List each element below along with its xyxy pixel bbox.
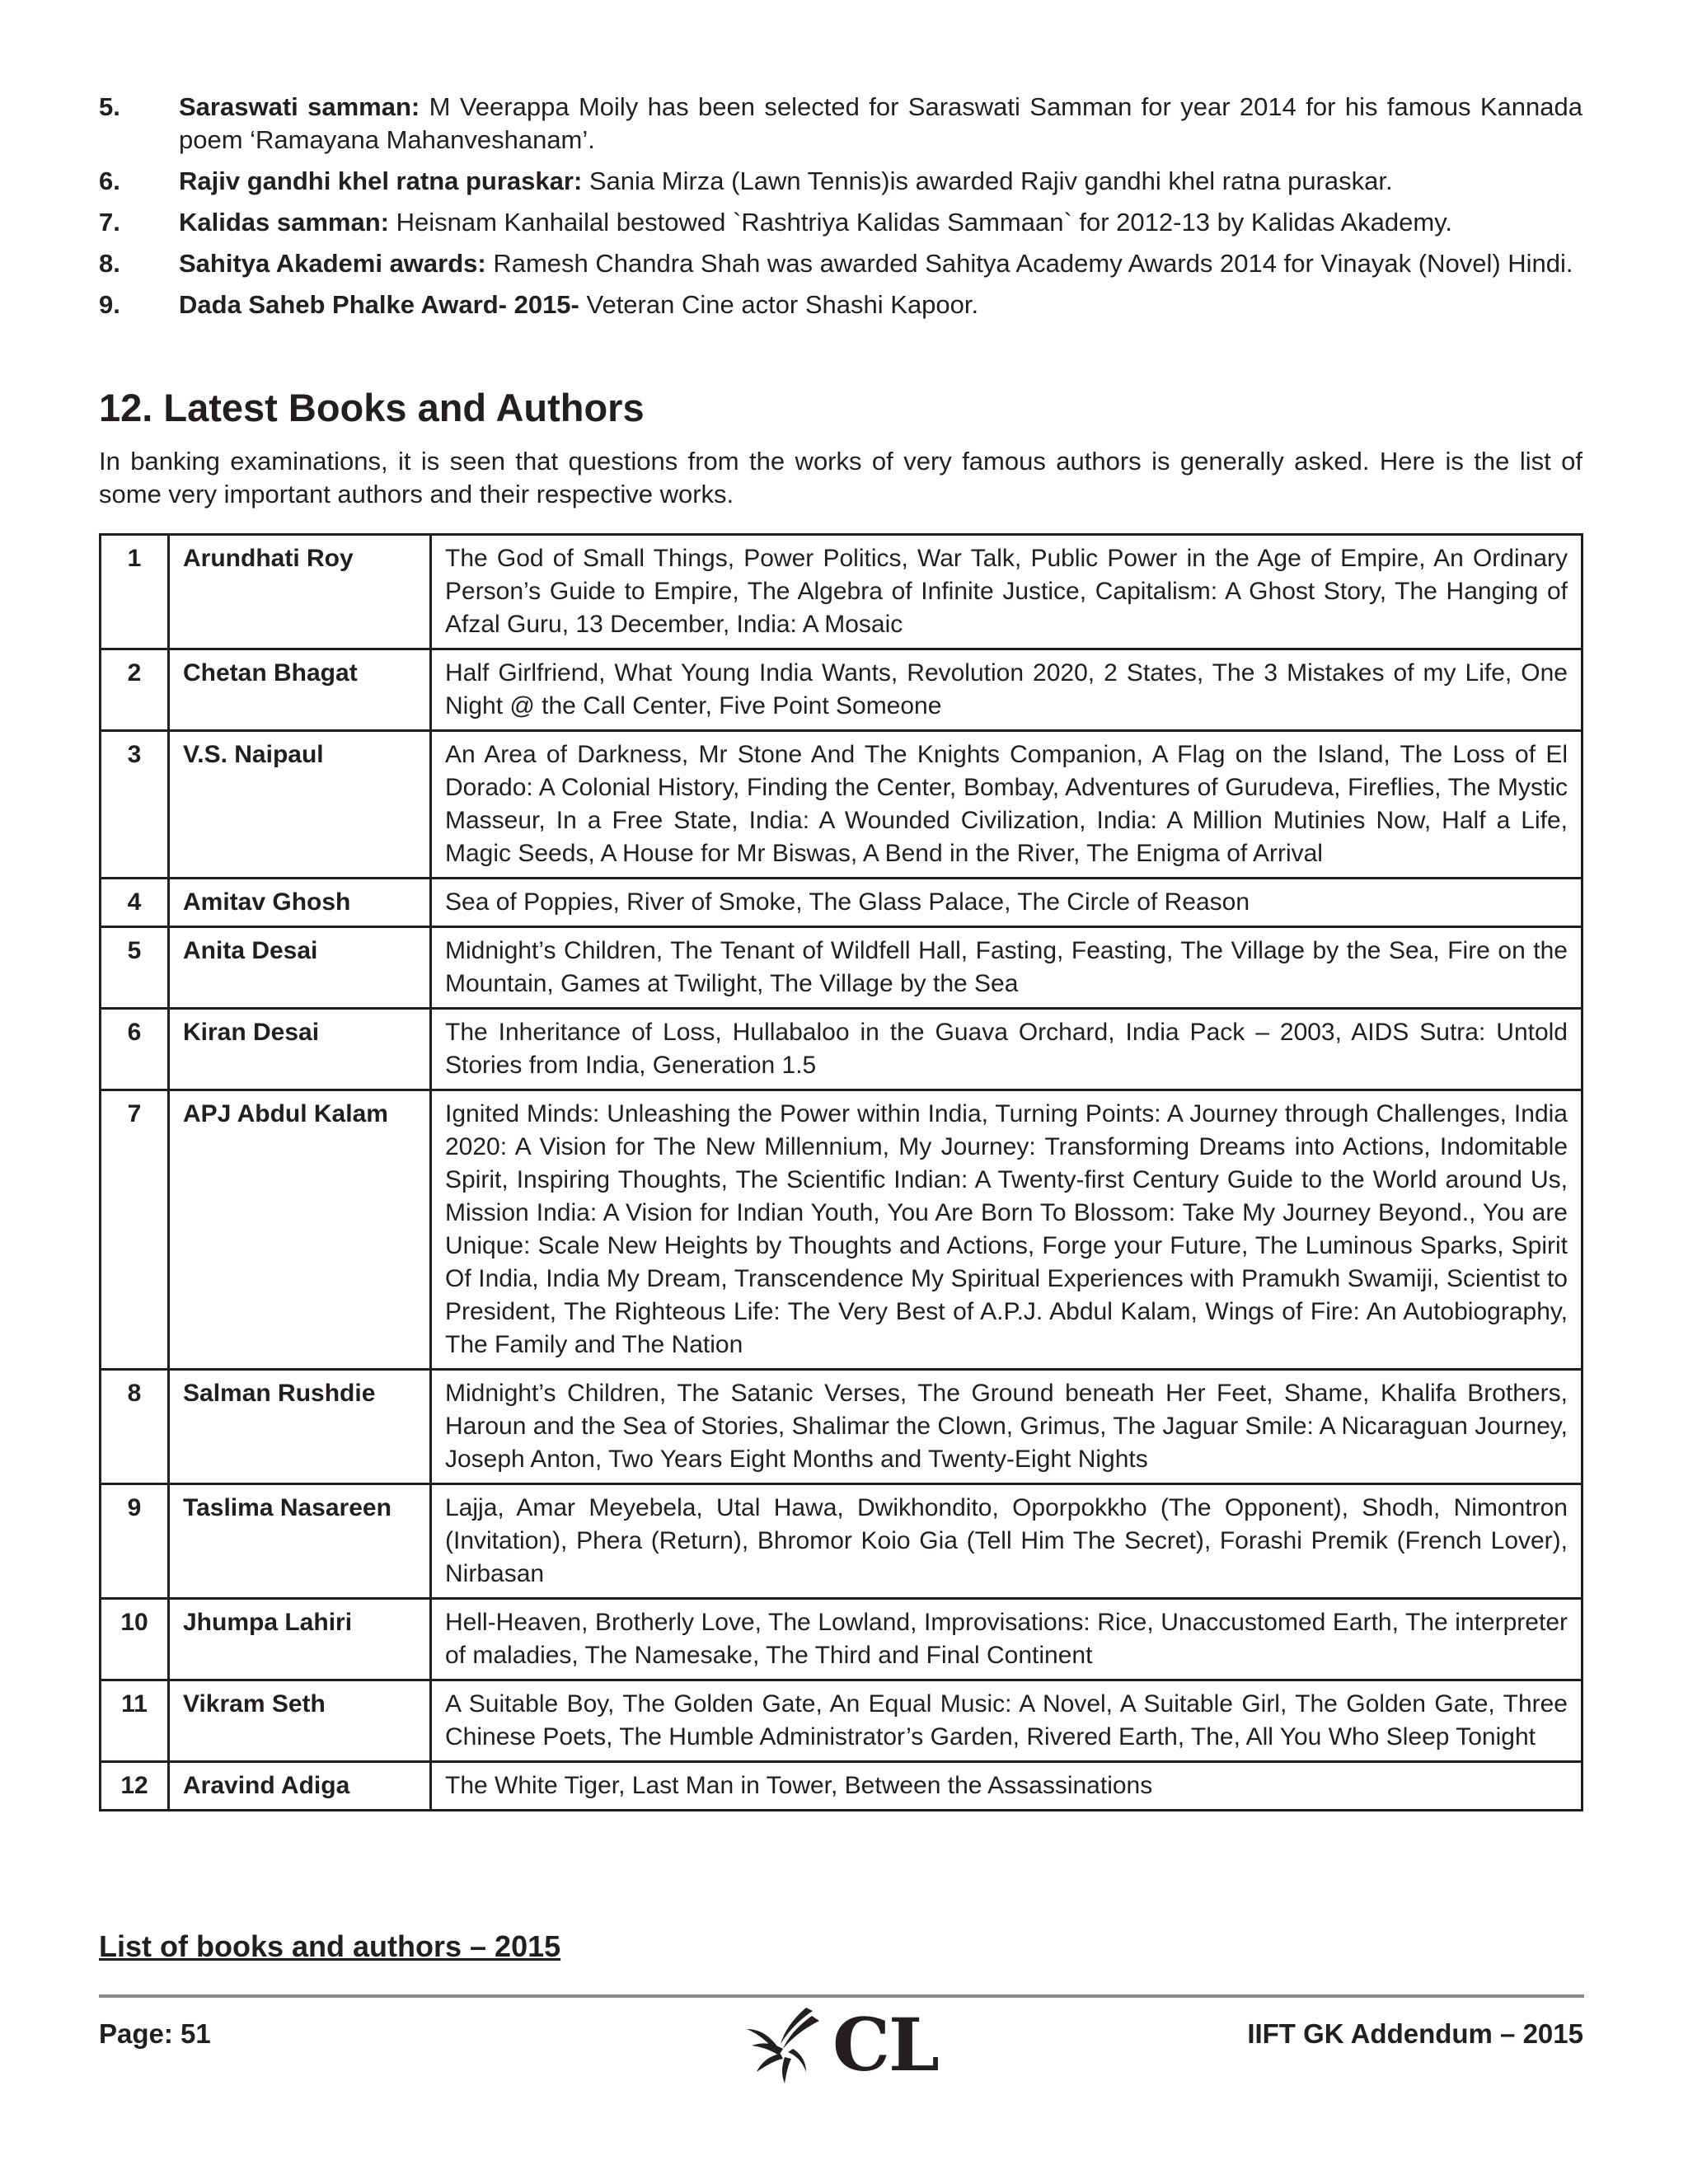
author-works: The Inheritance of Loss, Hullabaloo in the Guava Orchard, India Pack – 2003, AIDS Sutra: Untold Stories from India, Generation 1.5 bbox=[431, 1009, 1582, 1090]
table-row bbox=[101, 1009, 1582, 1090]
logo-wordmark: CL bbox=[832, 2001, 938, 2088]
author-works: Midnight’s Children, The Satanic Verses, The Ground beneath Her Feet, Shame, Khalifa Brothers, Haroun and the Sea of Stories, Shalimar the Clown, Grimus, The Jaguar Smile: A Nicaraguan Journey, Joseph Anton, Two Years Eight Months and Twenty-Eight Nights bbox=[431, 1370, 1582, 1484]
award-text: Veteran Cine actor Shashi Kapoor. bbox=[579, 290, 979, 319]
author-name: V.S. Naipaul bbox=[169, 731, 431, 879]
author-works: Lajja, Amar Meyebela, Utal Hawa, Dwikhondito, Oporpokkho (The Opponent), Shodh, Nimontron (Invitation), Phera (Return), Bhromor Koio Gia (Tell Him The Secret), Forashi Premik (French Lover), Nirbasan bbox=[431, 1484, 1582, 1599]
list-number: 5. bbox=[99, 92, 120, 121]
footer-divider bbox=[99, 1994, 1584, 1998]
row-number: 6 bbox=[101, 1009, 169, 1090]
row-number: 10 bbox=[101, 1599, 169, 1680]
list-number: 6. bbox=[99, 166, 120, 195]
section-intro: In banking examinations, it is seen that questions from the works of very famous authors is generally asked. Here is the list of some very important authors and their respective works. bbox=[99, 447, 1582, 509]
award-name: Saraswati samman: bbox=[179, 92, 420, 121]
award-name: Sahitya Akademi awards: bbox=[179, 249, 486, 278]
row-number: 1 bbox=[101, 535, 169, 649]
page-number: Page: 51 bbox=[99, 2018, 211, 2049]
list-item bbox=[99, 288, 1582, 321]
table-row bbox=[101, 731, 1582, 879]
author-works: The God of Small Things, Power Politics, War Talk, Public Power in the Age of Empire, An Ordinary Person’s Guide to Empire, The Algebra of Infinite Justice, Capitalism: A Ghost Story, The Hanging of Afzal Guru, 13 December, India: A Mosaic bbox=[431, 535, 1582, 649]
table-row bbox=[101, 879, 1582, 927]
row-number: 7 bbox=[101, 1090, 169, 1370]
table-row bbox=[101, 535, 1582, 649]
author-name: Salman Rushdie bbox=[169, 1370, 431, 1484]
award-text: M Veerappa Moily has been selected for Saraswati Samman for year 2014 for his famous Kannada poem ‘Ramayana Mahanveshanam’. bbox=[179, 92, 1582, 154]
table-row bbox=[101, 1680, 1582, 1762]
list-number: 9. bbox=[99, 290, 120, 319]
publisher-logo bbox=[734, 2001, 948, 2088]
table-row bbox=[101, 1370, 1582, 1484]
author-name: Vikram Seth bbox=[169, 1680, 431, 1762]
list-number: 8. bbox=[99, 249, 120, 278]
row-number: 5 bbox=[101, 927, 169, 1009]
table-row bbox=[101, 1090, 1582, 1370]
swirl-logo-icon bbox=[734, 2001, 832, 2088]
table-row bbox=[101, 649, 1582, 731]
author-name: Amitav Ghosh bbox=[169, 879, 431, 927]
row-number: 4 bbox=[101, 879, 169, 927]
list-item bbox=[99, 247, 1582, 280]
author-name: Kiran Desai bbox=[169, 1009, 431, 1090]
subheading: List of books and authors – 2015 bbox=[99, 1929, 561, 1963]
author-name: Chetan Bhagat bbox=[169, 649, 431, 731]
author-works: Hell-Heaven, Brotherly Love, The Lowland, Improvisations: Rice, Unaccustomed Earth, The interpreter of maladies, The Namesake, The Third and Final Continent bbox=[431, 1599, 1582, 1680]
author-works: An Area of Darkness, Mr Stone And The Knights Companion, A Flag on the Island, The Loss of El Dorado: A Colonial History, Finding the Center, Bombay, Adventures of Gurudeva, Fireflies, The Mystic Masseur, In a Free State, India: A Wounded Civilization, India: A Million Mutinies Now, Half a Life, Magic Seeds, A House for Mr Biswas, A Bend in the River, The Enigma of Arrival bbox=[431, 731, 1582, 879]
list-item bbox=[99, 165, 1582, 198]
row-number: 9 bbox=[101, 1484, 169, 1599]
award-text: Sania Mirza (Lawn Tennis)is awarded Rajiv gandhi khel ratna puraskar. bbox=[582, 166, 1393, 195]
author-works: Half Girlfriend, What Young India Wants, Revolution 2020, 2 States, The 3 Mistakes of my Life, One Night @ the Call Center, Five Point Someone bbox=[431, 649, 1582, 731]
row-number: 8 bbox=[101, 1370, 169, 1484]
author-name: Jhumpa Lahiri bbox=[169, 1599, 431, 1680]
table-row bbox=[101, 927, 1582, 1009]
award-text: Ramesh Chandra Shah was awarded Sahitya Academy Awards 2014 for Vinayak (Novel) Hindi. bbox=[485, 249, 1573, 278]
list-number: 7. bbox=[99, 208, 120, 237]
award-text: Heisnam Kanhailal bestowed `Rashtriya Kalidas Sammaan` for 2012-13 by Kalidas Akademy. bbox=[389, 208, 1453, 237]
row-number: 11 bbox=[101, 1680, 169, 1762]
list-item bbox=[99, 91, 1582, 157]
award-name: Kalidas samman: bbox=[179, 208, 389, 237]
books-authors-table bbox=[99, 533, 1583, 1811]
table-row bbox=[101, 1484, 1582, 1599]
row-number: 3 bbox=[101, 731, 169, 879]
author-name: Arundhati Roy bbox=[169, 535, 431, 649]
award-name: Dada Saheb Phalke Award- 2015- bbox=[179, 290, 579, 319]
author-works: Sea of Poppies, River of Smoke, The Glass Palace, The Circle of Reason bbox=[431, 879, 1582, 927]
document-title: IIFT GK Addendum – 2015 bbox=[1247, 2018, 1583, 2049]
row-number: 2 bbox=[101, 649, 169, 731]
author-works: Ignited Minds: Unleashing the Power within India, Turning Points: A Journey through Challenges, India 2020: A Vision for The New Millennium, My Journey: Transforming Dreams into Actions, Indomitable Spirit, Inspiring Thoughts, The Scientific Indian: A Twenty-first Century Guide to the World around Us, Mission India: A Vision for Indian Youth, You Are Born To Blossom: Take My Journey Beyond., You are Unique: Scale New Heights by Thoughts and Actions, Forge your Future, The Luminous Sparks, Spirit Of India, India My Dream, Transcendence My Spiritual Experiences with Pramukh Swamiji, Scientist to President, The Righteous Life: The Very Best of A.P.J. Abdul Kalam, Wings of Fire: An Autobiography, The Family and The Nation bbox=[431, 1090, 1582, 1370]
table-row bbox=[101, 1762, 1582, 1811]
author-name: Taslima Nasareen bbox=[169, 1484, 431, 1599]
row-number: 12 bbox=[101, 1762, 169, 1811]
list-item bbox=[99, 206, 1582, 239]
author-name: Anita Desai bbox=[169, 927, 431, 1009]
award-name: Rajiv gandhi khel ratna puraskar: bbox=[179, 166, 583, 195]
author-works: A Suitable Boy, The Golden Gate, An Equal Music: A Novel, A Suitable Girl, The Golden Gate, Three Chinese Poets, The Humble Administrator’s Garden, Rivered Earth, The, All You Who Sleep Tonight bbox=[431, 1680, 1582, 1762]
awards-list bbox=[99, 91, 1582, 330]
author-works: Midnight’s Children, The Tenant of Wildfell Hall, Fasting, Feasting, The Village by the Sea, Fire on the Mountain, Games at Twilight, The Village by the Sea bbox=[431, 927, 1582, 1009]
table-row bbox=[101, 1599, 1582, 1680]
author-works: The White Tiger, Last Man in Tower, Between the Assassinations bbox=[431, 1762, 1582, 1811]
section-title: 12. Latest Books and Authors bbox=[99, 386, 645, 429]
author-name: APJ Abdul Kalam bbox=[169, 1090, 431, 1370]
author-name: Aravind Adiga bbox=[169, 1762, 431, 1811]
